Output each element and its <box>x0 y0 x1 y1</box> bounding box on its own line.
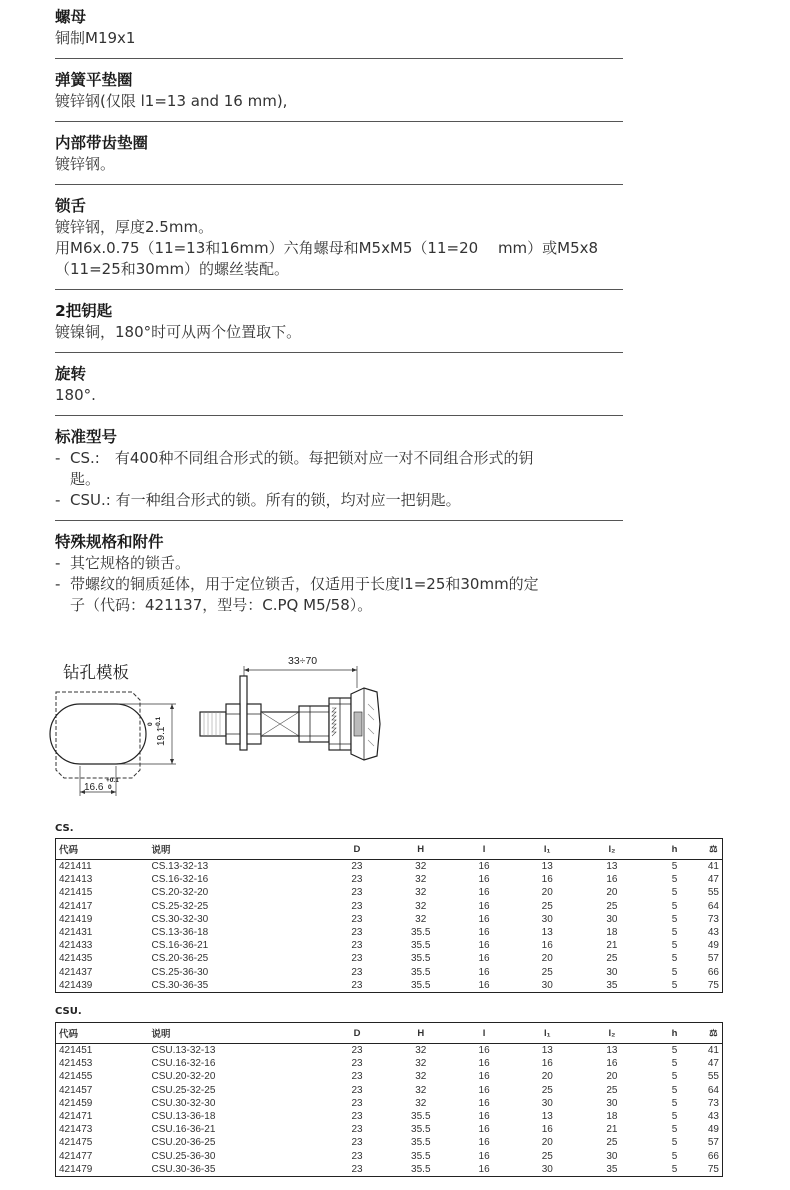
table-cell: 5 <box>671 861 678 873</box>
col-header: H <box>388 839 453 860</box>
table-cell: 23 <box>326 979 389 993</box>
table-cell: 23 <box>351 1071 363 1083</box>
col-header: l₂ <box>580 1023 645 1044</box>
drill-template-title: 钻孔模板 <box>63 663 129 682</box>
table-cell: CS.25-32-25 <box>151 900 209 912</box>
table-row <box>56 1163 723 1177</box>
col-header: 代码 <box>56 839 149 860</box>
table-cell: 16 <box>541 1058 553 1070</box>
table-cell: 30 <box>606 966 618 978</box>
table-header-row <box>56 839 723 860</box>
table-cell: 23 <box>351 1150 363 1162</box>
table-row <box>56 1097 723 1110</box>
col-header: l₁ <box>515 839 580 860</box>
dim-height: 19.1 <box>156 726 167 746</box>
table-cell: 16 <box>478 927 490 939</box>
table-row <box>56 1123 723 1136</box>
table-cell: 23 <box>351 874 363 886</box>
table-cell: 5 <box>671 1111 678 1123</box>
table-cell: 41 <box>707 1045 719 1057</box>
col-header: l <box>453 839 515 860</box>
table-cell: 35.5 <box>411 1150 431 1162</box>
table-cell: 16 <box>478 913 490 925</box>
table-cell: 23 <box>351 1084 363 1096</box>
table-cell: 16 <box>541 874 553 886</box>
col-header: h <box>644 1023 705 1044</box>
table-cell: 421439 <box>56 979 149 993</box>
table-cell: 35 <box>580 979 645 993</box>
col-header: l <box>453 1023 515 1044</box>
table-cell: CS.13-36-18 <box>151 927 209 939</box>
table-cell: 421433 <box>59 940 93 952</box>
table-cell: CSU.30-36-35 <box>148 1163 325 1177</box>
table-cell: 16 <box>478 1084 490 1096</box>
table-cell: 43 <box>707 927 719 939</box>
table-cell: 5 <box>671 940 678 952</box>
cs-table <box>55 838 723 993</box>
spec-section-latch <box>55 195 623 290</box>
table-cell: 5 <box>644 1163 705 1177</box>
table-cell: 55 <box>707 887 719 899</box>
spec-section-standard <box>55 426 623 521</box>
table-cell: 5 <box>671 1150 678 1162</box>
table-cell: 13 <box>541 1111 553 1123</box>
table-row <box>56 979 723 993</box>
table-cell: 47 <box>707 874 719 886</box>
table-cell: 16 <box>478 953 490 965</box>
table-row <box>56 966 723 979</box>
table-row <box>56 900 723 913</box>
table-row <box>56 926 723 939</box>
table-cell: 421475 <box>59 1137 93 1149</box>
table-cell: 64 <box>707 900 719 912</box>
list-item: - 带螺纹的铜质延体，用于定位锁舌，仅适用于长度l1=25和30mm的定 子（代码：421137，型号：C.PQ M5/58）。 <box>55 575 539 614</box>
table-cell: CSU.20-32-20 <box>151 1071 216 1083</box>
section-text: 用M6x.0.75（11=13和16mm）六角螺母和M5xM5（11=20 mm）或M5x8 <box>55 239 599 257</box>
table-cell: 43 <box>707 1111 719 1123</box>
table-cell: 421453 <box>59 1058 93 1070</box>
table-cell: 5 <box>671 913 678 925</box>
table-row <box>56 1136 723 1149</box>
table-cell: 5 <box>671 1124 678 1136</box>
section-title: 标准型号 <box>55 428 118 446</box>
table-header-row <box>56 1023 723 1044</box>
table-cell: 5 <box>644 979 705 993</box>
section-title: 弹簧平垫圈 <box>55 71 133 89</box>
table-cell: 16 <box>478 1137 490 1149</box>
table-cell: 41 <box>707 861 719 873</box>
col-header: l₂ <box>580 839 645 860</box>
table-cell: 66 <box>707 966 719 978</box>
table-row <box>56 873 723 886</box>
table-cell: 32 <box>415 1045 427 1057</box>
table-cell: 23 <box>351 1097 363 1109</box>
table-cell: 16 <box>478 1058 490 1070</box>
table-cell: 5 <box>671 887 678 899</box>
table-cell: 13 <box>606 1045 618 1057</box>
table-cell: CSU.25-32-25 <box>151 1084 216 1096</box>
col-header: H <box>388 1023 453 1044</box>
table-cell: 25 <box>606 1137 618 1149</box>
table-cell: 23 <box>326 1163 389 1177</box>
table-cell: 23 <box>351 940 363 952</box>
section-text: 镀锌钢(仅限 l1=13 and 16 mm), <box>55 92 288 110</box>
section-title: 特殊规格和附件 <box>55 533 164 551</box>
table-row <box>56 952 723 965</box>
spec-section-nut <box>55 6 623 59</box>
table-cell: 16 <box>453 979 515 993</box>
table-cell: CSU.16-36-21 <box>151 1124 216 1136</box>
table-cell: 16 <box>606 874 618 886</box>
table-cell: 421455 <box>59 1071 93 1083</box>
table-cell: 20 <box>541 1137 553 1149</box>
svg-text:0: 0 <box>108 784 112 791</box>
table-cell: 75 <box>705 979 723 993</box>
table-cell: CSU.30-32-30 <box>151 1097 216 1109</box>
table-cell: 5 <box>671 966 678 978</box>
cs-table-body <box>56 860 723 993</box>
table-cell: CS.16-32-16 <box>151 874 209 886</box>
table-cell: 20 <box>606 887 618 899</box>
table-cell: 21 <box>606 940 618 952</box>
table-cell: 35.5 <box>410 940 431 952</box>
section-title: 螺母 <box>55 8 87 26</box>
table-cell: 20 <box>606 1071 618 1083</box>
table-cell: 35.5 <box>388 1163 453 1177</box>
table-cell: CS.30-36-35 <box>149 979 326 993</box>
section-text: 镀镍铜，180°时可从两个位置取下。 <box>55 323 302 341</box>
table-cell: CSU.25-36-30 <box>151 1150 216 1162</box>
table-cell: 23 <box>351 913 363 925</box>
table-cell: 13 <box>541 1045 553 1057</box>
dim-width: 16.6 <box>84 782 104 793</box>
table-cell: 23 <box>351 927 363 939</box>
table-cell: 13 <box>541 861 553 873</box>
table-label-csu: CSU. <box>55 1006 82 1017</box>
table-cell: 47 <box>707 1058 719 1070</box>
table-cell: 421417 <box>59 900 93 912</box>
table-cell: 421435 <box>59 953 93 965</box>
table-cell: 23 <box>351 887 363 899</box>
table-cell: 25 <box>541 966 553 978</box>
spec-section-special <box>55 531 623 625</box>
table-cell: 30 <box>606 913 618 925</box>
table-cell: 421413 <box>59 874 93 886</box>
col-header: 代码 <box>56 1023 149 1044</box>
table-cell: CS.13-32-13 <box>151 861 209 873</box>
table-row <box>56 1084 723 1097</box>
table-cell: 5 <box>671 1058 678 1070</box>
table-cell: 57 <box>707 1137 719 1149</box>
table-cell: 421459 <box>59 1097 93 1109</box>
table-cell: 421473 <box>59 1124 93 1136</box>
table-cell: 421437 <box>59 966 93 978</box>
spec-section-tooth-washer <box>55 132 623 185</box>
table-cell: 23 <box>351 900 363 912</box>
table-cell: 35.5 <box>411 1137 431 1149</box>
col-header: h <box>644 839 705 860</box>
table-cell: 32 <box>415 874 427 886</box>
table-cell: 23 <box>351 1124 363 1136</box>
table-cell: 23 <box>351 861 363 873</box>
section-text: 镀锌钢，厚度2.5mm。 <box>55 218 214 236</box>
table-cell: 23 <box>351 1137 363 1149</box>
table-cell: 25 <box>541 900 553 912</box>
table-cell: 55 <box>707 1071 719 1083</box>
table-cell: 5 <box>671 1045 678 1057</box>
table-cell: CS.20-32-20 <box>151 887 209 899</box>
csu-table <box>55 1022 723 1177</box>
col-header: l₁ <box>515 1023 580 1044</box>
svg-text:0: 0 <box>147 722 154 726</box>
table-cell: 25 <box>606 953 618 965</box>
table-cell: CSU.20-36-25 <box>151 1137 216 1149</box>
table-cell: 32 <box>415 1084 427 1096</box>
table-cell: 16 <box>478 861 490 873</box>
spec-section-rotation <box>55 363 623 416</box>
section-text: （11=25和30mm）的螺丝装配。 <box>55 260 290 278</box>
table-cell: 25 <box>541 1150 553 1162</box>
table-cell: 5 <box>671 1137 678 1149</box>
table-cell: 5 <box>671 927 678 939</box>
table-cell: 16 <box>541 940 553 952</box>
table-cell: CS.25-36-30 <box>151 966 209 978</box>
table-cell: 16 <box>478 966 490 978</box>
weight-icon: ⚖ <box>705 839 723 860</box>
table-cell: 16 <box>478 1150 490 1162</box>
table-cell: 16 <box>478 887 490 899</box>
table-cell: 5 <box>671 900 678 912</box>
drill-template-drawing <box>48 684 198 802</box>
table-cell: 13 <box>606 861 618 873</box>
spec-section-spring-washer <box>55 69 623 122</box>
table-cell: 421431 <box>59 927 93 939</box>
col-header: 说明 <box>149 839 326 860</box>
table-cell: 32 <box>415 1071 427 1083</box>
table-cell: 5 <box>671 1084 678 1096</box>
table-cell: 30 <box>515 979 580 993</box>
section-title: 2把钥匙 <box>55 302 113 320</box>
section-title: 锁舌 <box>55 197 87 215</box>
table-cell: 23 <box>351 1045 363 1057</box>
table-cell: 57 <box>707 953 719 965</box>
table-cell: CSU.16-32-16 <box>151 1058 216 1070</box>
table-cell: 421451 <box>59 1045 93 1057</box>
table-cell: 16 <box>478 874 490 886</box>
table-cell: 16 <box>478 1045 490 1057</box>
dim-length: 33÷70 <box>288 655 318 667</box>
table-cell: 13 <box>541 927 553 939</box>
table-cell: 32 <box>415 1097 427 1109</box>
spec-section-keys <box>55 300 623 353</box>
table-cell: 16 <box>541 1124 553 1136</box>
table-cell: 64 <box>707 1084 719 1096</box>
table-cell: 30 <box>541 913 553 925</box>
table-cell: 5 <box>671 874 678 886</box>
table-cell: 421479 <box>56 1163 149 1177</box>
table-cell: 421415 <box>59 887 93 899</box>
table-cell: 21 <box>606 1124 618 1136</box>
list-item: - 其它规格的锁舌。 <box>55 554 191 572</box>
table-cell: 32 <box>415 1058 427 1070</box>
col-header: D <box>326 839 389 860</box>
table-cell: 75 <box>705 1163 723 1177</box>
table-row <box>56 1057 723 1070</box>
table-cell: 16 <box>478 900 490 912</box>
table-cell: 421471 <box>59 1111 93 1123</box>
list-item: - CS.: 有400种不同组合形式的锁。每把锁对应一对不同组合形式的钥 匙。 <box>55 449 534 488</box>
table-cell: 20 <box>541 953 553 965</box>
list-item: - CSU.: 有一种组合形式的锁。所有的锁，均对应一把钥匙。 <box>55 491 461 509</box>
table-cell: 49 <box>707 1124 719 1136</box>
section-text: 180°. <box>55 386 96 404</box>
table-row <box>56 1110 723 1123</box>
table-cell: 25 <box>606 1084 618 1096</box>
table-cell: 5 <box>671 1097 678 1109</box>
table-cell: 20 <box>541 1071 553 1083</box>
table-row <box>56 939 723 952</box>
col-header: 说明 <box>148 1023 325 1044</box>
table-cell: CSU.13-36-18 <box>151 1111 216 1123</box>
table-row <box>56 1150 723 1163</box>
table-cell: 35.5 <box>410 927 431 939</box>
table-cell: CS.16-36-21 <box>151 940 209 952</box>
table-row <box>56 1044 723 1058</box>
lock-side-view-drawing <box>192 648 392 778</box>
table-cell: 35.5 <box>411 1111 431 1123</box>
table-cell: 35.5 <box>410 953 431 965</box>
table-cell: 16 <box>478 940 490 952</box>
section-text: 铜制M19x1 <box>55 29 136 47</box>
table-cell: 73 <box>707 1097 719 1109</box>
table-row <box>56 1070 723 1083</box>
table-cell: 49 <box>707 940 719 952</box>
table-cell: 16 <box>478 1111 490 1123</box>
table-cell: 73 <box>707 913 719 925</box>
table-cell: 32 <box>415 900 427 912</box>
table-cell: 35.5 <box>388 979 453 993</box>
table-cell: 16 <box>478 1071 490 1083</box>
table-cell: 35.5 <box>410 966 431 978</box>
table-cell: 18 <box>606 1111 618 1123</box>
table-cell: 32 <box>415 913 427 925</box>
table-cell: 66 <box>707 1150 719 1162</box>
svg-text:-0.1: -0.1 <box>155 716 162 728</box>
table-cell: 35.5 <box>411 1124 431 1136</box>
table-cell: 16 <box>478 1097 490 1109</box>
table-cell: 32 <box>415 861 427 873</box>
spec-list <box>55 6 623 635</box>
table-cell: CSU.13-32-13 <box>151 1045 216 1057</box>
section-text: 镀锌钢。 <box>55 155 116 173</box>
table-cell: 421477 <box>59 1150 93 1162</box>
table-row <box>56 913 723 926</box>
table-cell: 23 <box>351 966 363 978</box>
table-cell: 25 <box>606 900 618 912</box>
table-label-cs: CS. <box>55 823 74 834</box>
table-cell: 30 <box>606 1150 618 1162</box>
table-cell: 30 <box>541 1097 553 1109</box>
section-title: 旋转 <box>55 365 87 383</box>
table-cell: 30 <box>515 1163 580 1177</box>
table-cell: CS.20-36-25 <box>151 953 209 965</box>
table-cell: 421419 <box>59 913 93 925</box>
table-cell: 421457 <box>59 1084 93 1096</box>
table-cell: 23 <box>351 953 363 965</box>
col-header: D <box>326 1023 389 1044</box>
table-cell: 23 <box>351 1058 363 1070</box>
table-cell: 5 <box>671 1071 678 1083</box>
weight-icon: ⚖ <box>705 1023 723 1044</box>
svg-text:+0.1: +0.1 <box>106 777 119 784</box>
table-cell: 16 <box>478 1124 490 1136</box>
table-cell: 16 <box>606 1058 618 1070</box>
table-cell: 32 <box>415 887 427 899</box>
table-cell: 35 <box>580 1163 645 1177</box>
table-row <box>56 860 723 874</box>
csu-table-body <box>56 1044 723 1177</box>
table-cell: 23 <box>351 1111 363 1123</box>
table-cell: 5 <box>671 953 678 965</box>
section-title: 内部带齿垫圈 <box>55 134 149 152</box>
table-cell: 16 <box>453 1163 515 1177</box>
table-cell: 18 <box>606 927 618 939</box>
table-cell: 421411 <box>59 861 92 873</box>
table-cell: CS.30-32-30 <box>151 913 209 925</box>
table-cell: 25 <box>541 1084 553 1096</box>
table-cell: 30 <box>606 1097 618 1109</box>
table-row <box>56 886 723 899</box>
table-cell: 20 <box>541 887 553 899</box>
